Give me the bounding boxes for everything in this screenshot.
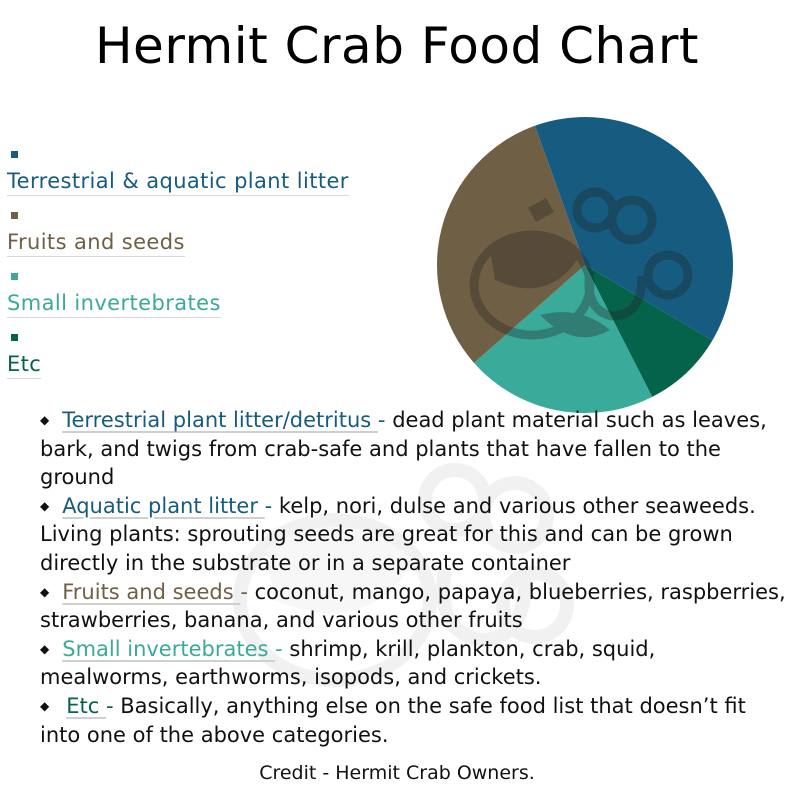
- note-text: shrimp, krill, plankton, crab, squid, mealworms, earthworms, isopods, and crickets.: [40, 636, 656, 690]
- note-term[interactable]: Small invertebrates: [62, 636, 276, 661]
- legend-swatch: [11, 212, 18, 219]
- bullet-icon: ◆: [40, 698, 50, 713]
- food-notes: [40, 406, 790, 749]
- bullet-icon: ◆: [40, 584, 50, 599]
- legend-swatch: [11, 151, 18, 158]
- note-text: dead plant material such as leaves, bark, and twigs from crab-safe and plants that have fallen to the ground: [40, 408, 767, 490]
- pie-chart: [420, 100, 750, 430]
- note-text: coconut, mango, papaya, blueberries, raspberries, strawberries, banana, and various other fruits: [40, 579, 786, 633]
- bullet-icon: ◆: [40, 413, 50, 427]
- note-item: [40, 635, 790, 692]
- note-item: [40, 578, 790, 635]
- bullet-icon: ◆: [40, 498, 50, 513]
- legend-swatch: [11, 273, 18, 280]
- credit-line: Credit - Hermit Crab Owners.: [259, 762, 535, 784]
- note-item: [40, 406, 790, 492]
- chart-title: Hermit Crab Food Chart: [94, 17, 700, 75]
- legend-label[interactable]: Etc: [7, 351, 41, 379]
- note-sep: -: [240, 579, 255, 604]
- note-term[interactable]: Etc: [66, 693, 106, 718]
- bullet-icon: ◆: [40, 641, 50, 656]
- note-item: [40, 692, 790, 749]
- note-text: kelp, nori, dulse and various other seaweeds. Living plants: sprouting seeds are great for this and can be grown directly in the substrate or in a separate container: [40, 493, 756, 575]
- note-term[interactable]: Aquatic plant litter: [62, 493, 265, 518]
- legend-swatch: [11, 334, 18, 341]
- legend-label[interactable]: Small invertebrates: [7, 290, 221, 318]
- note-sep: -: [105, 693, 121, 718]
- note-sep: -: [275, 636, 290, 661]
- note-term[interactable]: Terrestrial plant litter/detritus: [62, 408, 378, 432]
- note-sep: -: [377, 408, 393, 432]
- note-term[interactable]: Fruits and seeds: [62, 579, 241, 604]
- note-text: Basically, anything else on the safe food list that doesn’t fit into one of the above categories.: [40, 693, 746, 747]
- note-item: [40, 492, 790, 578]
- note-sep: -: [264, 493, 279, 518]
- legend-label[interactable]: Fruits and seeds: [7, 229, 185, 257]
- legend-label[interactable]: Terrestrial & aquatic plant litter: [7, 168, 349, 196]
